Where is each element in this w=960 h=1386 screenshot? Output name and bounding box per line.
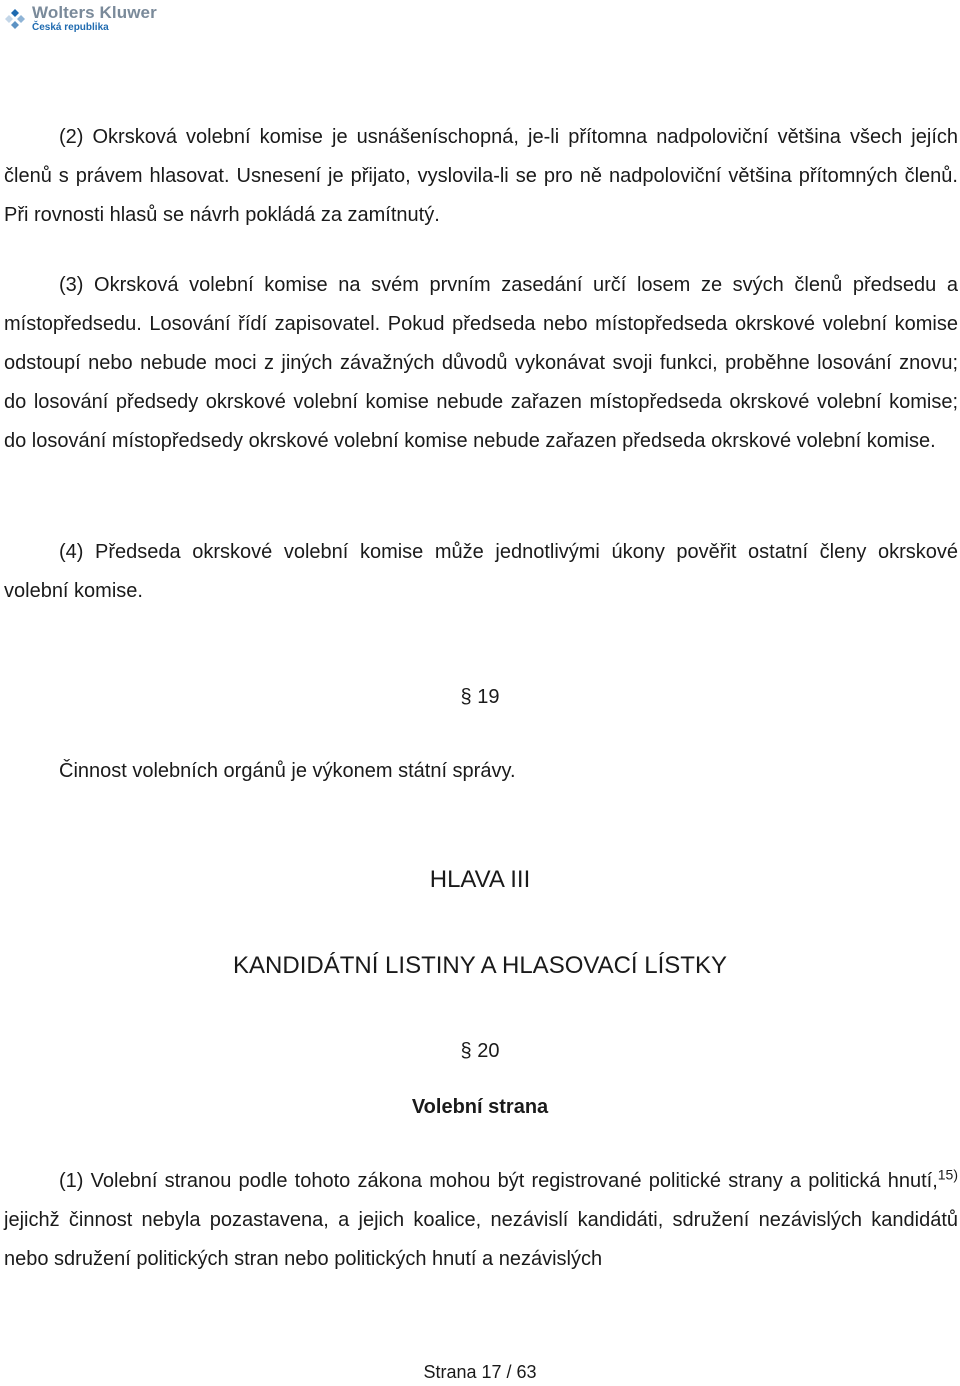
section-19-body: Činnost volebních orgánů je výkonem státní správy. [59,760,516,782]
section-20-paragraph-1-text-a: (1) Volební stranou podle tohoto zákona mohou být registrované politické strany a politická hnutí, [59,1170,938,1192]
paragraph-2 [4,118,958,235]
logo-icon [4,8,26,30]
section-20-paragraph-1-text-b: jejichž činnost nebyla pozastavena, a jejich koalice, nezávislí kandidáti, sdružení nezávislých kandidátů nebo sdružení politických stran nebo politických hnutí a nezávislých [4,1209,958,1270]
paragraph-3-text: (3) Okrsková volební komise na svém prvním zasedání určí losem ze svých členů předsedu a místopředsedu. Losování řídí zapisovatel. Pokud předseda nebo místopředseda okrskové volební komise odstoupí nebo nebude moci z jiných závažných důvodů vykonávat svoji funkci, proběhne losování znovu; do losování předsedy okrskové volební komise nebude zařazen místopředseda okrskové volební komise; do losování místopředsedy okrskové volební komise nebude zařazen předseda okrskové volební komise. [4,274,958,452]
chapter-title: KANDIDÁTNÍ LISTINY A HLASOVACÍ LÍSTKY [233,952,727,979]
logo-name: Wolters Kluwer [32,3,157,22]
section-20-title: Volební strana [411,1096,549,1118]
page-number: Strana 17 / 63 [423,1362,537,1382]
chapter-heading: HLAVA III [429,866,531,893]
paragraph-4-text: (4) Předseda okrskové volební komise může jednotlivými úkony pověřit ostatní členy okrskové volební komise. [4,541,958,602]
section-20-paragraph-1 [4,1162,958,1279]
logo-subtitle: Česká republika [32,22,109,33]
section-20-heading: § 20 [460,1040,500,1062]
paragraph-4 [4,533,958,611]
paragraph-3 [4,266,958,461]
footnote-reference[interactable]: 15) [937,1166,958,1183]
section-19-heading: § 19 [460,686,500,708]
paragraph-2-text: (2) Okrsková volební komise je usnášeníschopná, je-li přítomna nadpoloviční většina všech jejích členů s právem hlasovat. Usnesení je přijato, vyslovila-li se pro ně nadpoloviční většina přítomných členů. Při rovnosti hlasů se návrh pokládá za zamítnutý. [4,126,958,226]
publisher-logo [4,4,157,33]
section-19-text [4,752,958,791]
